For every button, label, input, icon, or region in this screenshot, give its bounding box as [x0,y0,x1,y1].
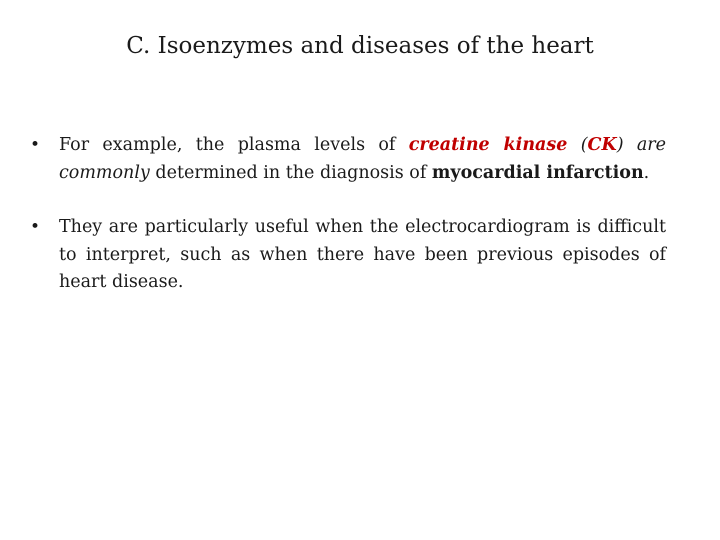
bullet-item-ck [30,132,666,187]
term-myocardial-infarction: myocardial infarction [431,162,644,183]
bullet-list [30,132,666,324]
bullet-text: They are particularly useful when the electrocardiogram is difficult to interpret, such as when there have been previous episodes of heart disease. [59,217,666,292]
term-ck-abbreviation: CK [587,135,617,155]
bullet-period: . [643,162,650,183]
paren-open: ( [567,135,588,155]
slide-title: C. Isoenzymes and diseases of the heart [126,33,594,59]
phrase-are-commonly: are commonly [59,135,667,183]
bullet-text: For example, the plasma levels of [59,135,409,155]
term-creatine-kinase: creatine kinase [408,135,568,155]
bullet-item-ecg [30,214,666,297]
bullet-text: determined in the diagnosis of [149,162,432,183]
paren-close: ) [616,135,637,155]
bullet-dot-icon: • [30,135,41,155]
bullet-dot-icon: • [30,217,41,237]
